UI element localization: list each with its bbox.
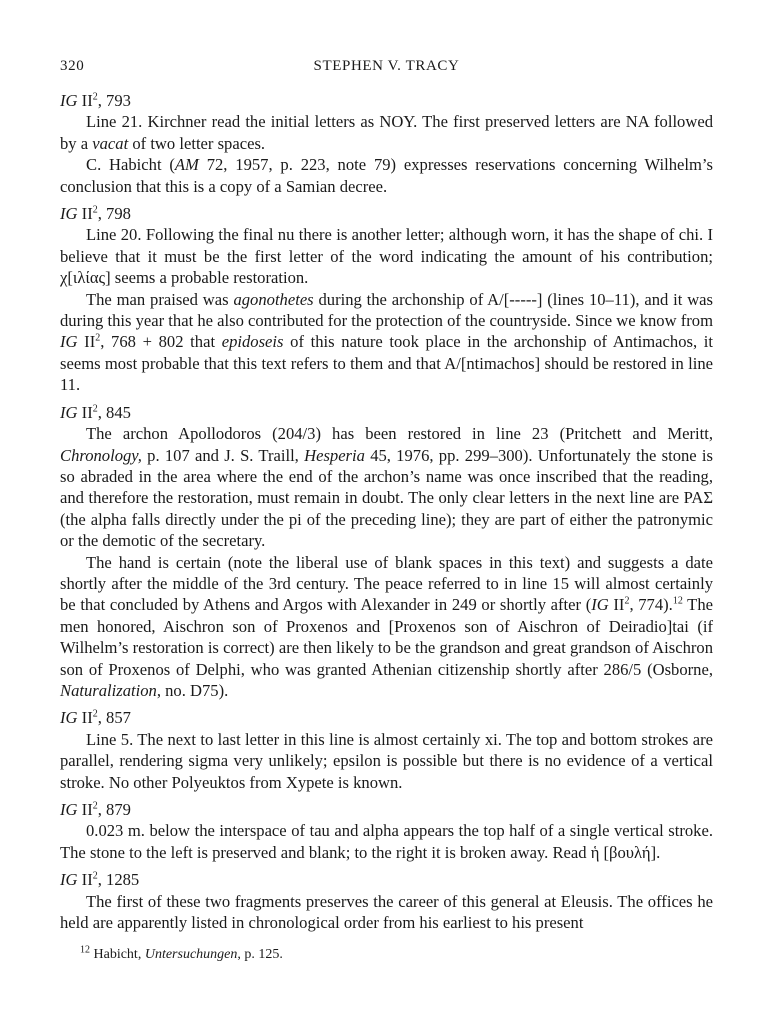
text-run: p. 107 and J. S. Traill, <box>141 445 305 465</box>
text-run: during the archonship of A/[-----] (lines 10–11), and it was during this year that he also contributed for the protection of the countryside. Since we know from <box>60 289 714 331</box>
text-run: of two letter spaces. <box>128 133 266 153</box>
heading-ig: IG <box>60 708 78 728</box>
text-run: , no. D75). <box>156 680 229 700</box>
superscript: 12 <box>672 595 683 607</box>
paragraph <box>60 423 713 551</box>
section-heading <box>60 799 713 820</box>
heading-number: , 857 <box>97 708 131 728</box>
section <box>60 799 713 863</box>
article-body <box>60 90 713 933</box>
heading-number: , 798 <box>97 204 131 224</box>
text-run: The men honored, Aischron son of Proxenos and [Proxenos son of Aischron of Deiradio]tai (if Wilhelm’s restoration is correct) are then likely to be the grandson and great grandson of Aischron son of Proxenos of Delphi, who was granted Athenian citizenship shortly after 286/5 (Osborne, <box>60 595 713 679</box>
paragraph <box>60 820 713 863</box>
paragraph <box>60 289 713 396</box>
heading-roman: II <box>81 204 93 224</box>
paragraph <box>60 111 713 154</box>
heading-ig: IG <box>60 800 78 819</box>
section <box>60 869 713 933</box>
section-heading <box>60 869 713 890</box>
italic-text: vacat <box>92 133 129 153</box>
text-run: II <box>77 332 96 352</box>
heading-ig: IG <box>60 402 78 422</box>
heading-roman: II <box>81 91 93 110</box>
text-run: 45, 1976, pp. 299–300). Unfortunately the stone is so abraded in the area where the end of the archon’s name was once inscribed that the reading, and therefore the restoration, must remain in doubt. The only clear letters in the next line are ΡΑΣ (the alpha falls directly under the pi of the preceding line); they are part of either the patronymic or the demotic of the secretary. <box>60 445 713 551</box>
heading-number: , 793 <box>97 91 131 110</box>
text-run: 0.023 m. below the interspace of tau and alpha appears the top half of a single vertical stroke. The stone to the left is preserved and blank; to the right it is broken away. Read ἡ [βουλή]. <box>60 821 713 862</box>
italic-text: AM <box>174 155 199 175</box>
section-heading <box>60 707 713 728</box>
heading-number: , 879 <box>97 800 131 819</box>
section <box>60 203 713 396</box>
text-run: , 768 + 802 that <box>100 332 222 352</box>
footnote-author: Habicht, <box>90 947 145 962</box>
paragraph <box>60 224 713 288</box>
section <box>60 90 713 197</box>
text-run: The archon Apollodoros (204/3) has been restored in line 23 (Pritchett and Meritt, <box>86 424 713 444</box>
running-head: STEPHEN V. TRACY <box>313 58 460 74</box>
paragraph <box>60 891 713 934</box>
italic-text: IG <box>591 595 609 615</box>
heading-ig: IG <box>60 91 78 110</box>
heading-number: , 1285 <box>97 870 140 890</box>
italic-text: Chronology, <box>60 445 142 465</box>
heading-roman: II <box>81 870 93 890</box>
text-run: Line 21. Kirchner read the initial letters as NOY. The first preserved letters are NA followed by a <box>60 112 713 153</box>
paragraph <box>60 552 713 702</box>
text-run: of this nature took place in the archonship of Antimachos, it seems most probable that this text refers to them and that A/[ntimachos] should be restored in line 11. <box>60 332 713 395</box>
heading-roman: II <box>81 708 93 728</box>
heading-roman: II <box>81 800 93 819</box>
text-run: Line 5. The next to last letter in this line is almost certainly xi. The top and bottom strokes are parallel, rendering sigma very unlikely; epsilon is possible but there is no evidence of a vertical stroke. No other Polyeuktos from Xypete is known. <box>60 729 713 792</box>
section-heading <box>60 90 713 111</box>
text-run: The man praised was <box>86 289 234 309</box>
heading-roman: II <box>81 402 93 422</box>
heading-number: , 845 <box>97 402 131 422</box>
heading-superscript: 2 <box>92 403 98 415</box>
page-number: 320 <box>60 58 85 74</box>
italic-text: epidoseis <box>221 332 284 352</box>
section-heading <box>60 402 713 423</box>
text-run: 72, 1957, p. 223, note 79) expresses reservations concerning Wilhelm’s conclusion that this is a copy of a Samian decree. <box>60 155 713 196</box>
italic-text: Hesperia <box>304 445 365 465</box>
text-run: C. Habicht ( <box>86 155 175 175</box>
italic-text: agonothetes <box>233 289 314 309</box>
text-run: II <box>608 595 625 615</box>
heading-ig: IG <box>60 204 78 224</box>
heading-ig: IG <box>60 870 78 890</box>
heading-superscript: 2 <box>92 91 98 103</box>
text-run: , 774). <box>629 595 673 615</box>
text-run: The first of these two fragments preserves the career of this general at Eleusis. The offices he held are apparently listed in chronological order from his earliest to his present <box>60 891 713 933</box>
footnote <box>80 946 713 964</box>
footnote-rest: , p. 125. <box>237 947 283 962</box>
italic-text: Naturalization <box>60 680 157 700</box>
heading-superscript: 2 <box>92 800 98 812</box>
heading-superscript: 2 <box>92 708 98 720</box>
section <box>60 707 713 793</box>
text-run: The hand is certain (note the liberal use of blank spaces in this text) and suggests a date shortly after the middle of the 3rd century. The peace referred to in line 15 will almost certainly be that concluded by Athens and Argos with Alexander in 249 or shortly after ( <box>60 552 713 615</box>
running-header <box>60 56 713 78</box>
section-heading <box>60 203 713 224</box>
italic-text: IG <box>60 332 78 352</box>
section <box>60 402 713 702</box>
text-run: Line 20. Following the final nu there is another letter; although worn, it has the shape of chi. I believe that it must be the first letter of the word indicating the amount of his contribution; χ[ιλίας] seems a probable restoration. <box>60 225 713 288</box>
paragraph <box>60 154 713 197</box>
footnote-number: 12 <box>80 944 90 956</box>
heading-superscript: 2 <box>92 870 98 882</box>
footnote-title: Untersuchungen <box>144 947 238 962</box>
superscript: 2 <box>95 332 101 344</box>
paragraph <box>60 729 713 793</box>
heading-superscript: 2 <box>92 204 98 216</box>
superscript: 2 <box>624 595 630 607</box>
